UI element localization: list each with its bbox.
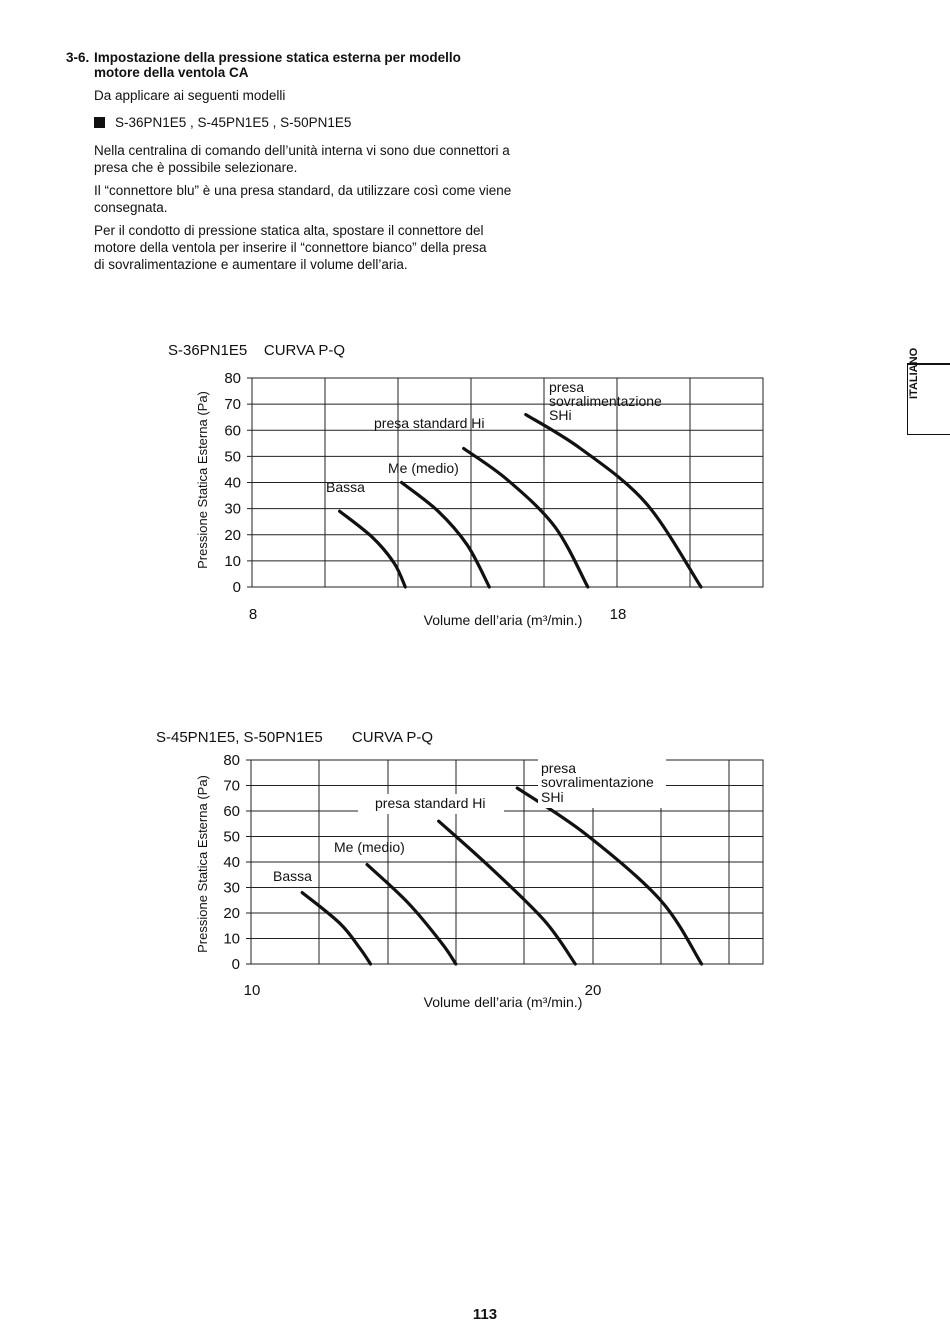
y-tick-label: 40 bbox=[223, 854, 240, 871]
curve-label-shi-1: presa bbox=[549, 379, 585, 395]
chart-title: S-36PN1E5 CURVA P-Q bbox=[168, 342, 346, 359]
models-line: S-36PN1E5 , S-45PN1E5 , S-50PN1E5 bbox=[115, 115, 352, 130]
y-axis-label: Pressione Statica Esterna (Pa) bbox=[195, 775, 210, 953]
curve-label-medio: Me (medio) bbox=[388, 460, 459, 476]
intro-text: Da applicare ai seguenti modelli bbox=[94, 88, 286, 103]
section-title: Impostazione della pressione statica esterna per modello motore della ventola CA bbox=[94, 50, 461, 80]
y-tick-label: 70 bbox=[224, 396, 241, 414]
y-tick-label: 40 bbox=[224, 474, 241, 492]
y-tick-label: 0 bbox=[232, 579, 241, 596]
curve-presa-standard-hi bbox=[439, 821, 576, 964]
curve-bassa bbox=[302, 893, 370, 964]
pq-chart-s45-s50 bbox=[0, 718, 950, 1018]
y-tick-label: 10 bbox=[224, 552, 241, 570]
language-tab-label: ITALIANO bbox=[908, 347, 920, 399]
curve-presa-sovralimentazione-shi bbox=[517, 788, 701, 964]
y-tick-label: 60 bbox=[223, 803, 240, 820]
x-tick-label: 18 bbox=[609, 606, 627, 623]
y-tick-label: 50 bbox=[223, 828, 240, 846]
y-tick-label: 10 bbox=[223, 930, 240, 948]
x-axis-label: Volume dell’aria (m³/min.) bbox=[423, 612, 583, 628]
paragraph-blue-connector: Il “connettore blu” è una presa standard, da utilizzare così come viene consegnata. bbox=[94, 183, 512, 215]
x-axis-label: Volume dell’aria (m³/min.) bbox=[423, 994, 583, 1010]
curve-label-shi-2: sovralimentazione bbox=[549, 393, 662, 409]
section-number: 3-6. bbox=[66, 50, 90, 65]
x-tick-label: 20 bbox=[584, 982, 602, 999]
y-tick-label: 50 bbox=[224, 448, 241, 466]
y-tick-label: 70 bbox=[223, 777, 240, 795]
curve-label-hi: presa standard Hi bbox=[374, 415, 485, 431]
curve-bassa bbox=[340, 511, 406, 587]
curve-presa-standard-hi bbox=[464, 449, 588, 588]
y-tick-label: 20 bbox=[224, 526, 241, 544]
curve-me-medio bbox=[367, 865, 456, 964]
curve-label-medio: Me (medio) bbox=[334, 839, 405, 855]
y-tick-label: 0 bbox=[231, 956, 240, 973]
curve-label-shi-1: presa bbox=[541, 760, 577, 776]
paragraph-white-connector: Per il condotto di pressione statica alta, spostare il connettore del motore della ventola per inserire il “connettore bianco” della presa di sovralimentazione e aumentare il volume dell’aria. bbox=[94, 223, 487, 272]
curve-label-bassa: Bassa bbox=[326, 479, 365, 495]
y-tick-label: 60 bbox=[224, 422, 241, 440]
page-number: 113 bbox=[472, 1306, 498, 1323]
paragraph-connectors: Nella centralina di comando dell’unità interna vi sono due connettori a presa che è possibile selezionare. bbox=[94, 143, 510, 175]
curve-label-bassa: Bassa bbox=[273, 868, 312, 884]
pq-chart-s36 bbox=[0, 330, 950, 630]
models-bullet bbox=[94, 114, 351, 131]
y-axis-label: Pressione Statica Esterna (Pa) bbox=[195, 391, 210, 569]
section-heading bbox=[66, 50, 506, 80]
curve-label-shi-2: sovralimentazione bbox=[541, 774, 654, 790]
curve-label-hi: presa standard Hi bbox=[375, 795, 486, 811]
y-tick-label: 80 bbox=[224, 370, 241, 387]
square-bullet-icon bbox=[94, 117, 105, 128]
x-tick-label: 8 bbox=[248, 606, 258, 623]
chart-title: S-45PN1E5, S-50PN1E5 CURVA P-Q bbox=[156, 729, 434, 746]
y-tick-label: 20 bbox=[223, 905, 240, 922]
y-tick-label: 30 bbox=[224, 500, 241, 518]
y-tick-label: 80 bbox=[223, 752, 240, 769]
curve-label-shi-3: SHi bbox=[549, 407, 572, 423]
y-tick-label: 30 bbox=[223, 879, 240, 897]
x-tick-label: 10 bbox=[243, 982, 261, 999]
curve-label-shi-3: SHi bbox=[541, 789, 564, 805]
